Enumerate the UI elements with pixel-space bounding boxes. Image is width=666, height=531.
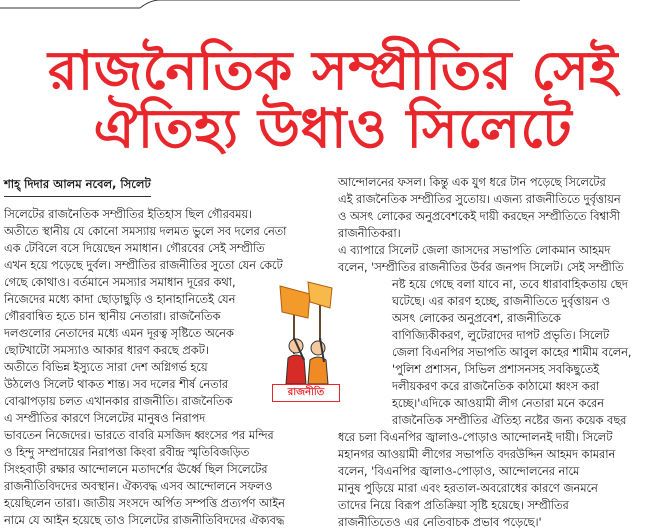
text-line: এক টেবিলে বসে দিয়েছেন সমাধান। গৌরবের সেই সম্প্রীতি	[4, 242, 265, 255]
text-line: গেছে কোথাও। বর্তমানে সমস্যার সমাধান দূরের কথা,	[4, 276, 236, 289]
text-line: অসৎ লোকের অনুপ্রবেশ, রাজনীতিকে	[392, 312, 561, 325]
text-line: 'পুলিশ প্রশাসন, সিভিল প্রশাসনসহ সবকিছুতেই	[392, 363, 600, 376]
text-line: এ সম্প্রীতির কারণে সিলেটের মানুষও নিরাপদ	[4, 412, 206, 425]
headline-line-1: রাজনৈতিক সম্প্রীতির সেই	[47, 39, 619, 102]
text-line: উঠলেও সিলেট থাকত শান্ত। সব দলের শীর্ষ নেতার	[4, 378, 229, 391]
headline-line-2: ঐতিহ্য উধাও সিলেটে	[93, 97, 573, 160]
text-line: ও অসৎ লোকের অনুপ্রবেশকেই দায়ী করছেন সম্প্রীতিতে বিশ্বাসী	[338, 210, 620, 223]
text-line: এই রাজনৈতিক সম্প্রীতির সুতোয়। এজন্য রাজনীতিতে দুর্বৃত্তায়ন	[338, 193, 621, 206]
text-line: এ ব্যাপারে সিলেট জেলা জাসদের সভাপতি লোকমান আহমদ	[338, 244, 611, 257]
text-line: নিজেদের মধ্যে কাদা ছোড়াছুড়ি ও হানাহানিতেই যেন	[4, 293, 236, 306]
text-line: বাণিজ্যিকীকরণ, লুটেরাদের দাপট প্রভৃতি। সিলেট	[392, 329, 610, 342]
text-line: ধরে চলা বিএনপির জ্বালাও-পোড়াও আন্দোলনই দায়ী। সিলেট	[338, 431, 613, 444]
text-line: দলগুলোর নেতাদের মধ্যে এমন দূরত্ব সৃষ্টিতে অনেক	[4, 327, 234, 340]
text-line: সিংহবাড়ী রক্ষার আন্দোলনে মতাদর্শের ঊর্ধ্বে ছিল সিলেটের	[4, 463, 268, 476]
text-line: দলীয়করণ করে রাজনৈতিক কাঠামো ধ্বংস করা	[392, 380, 600, 393]
text-line: ঘটেছে। এর কারণ হচ্ছে, রাজনীতিতে দুর্বৃত্তায়ন ও	[392, 295, 611, 308]
text-line: ও হিন্দু সম্প্রদায়ের নিরাপত্তা কিংবা রবীন্দ্র স্মৃতিবিজড়িত	[4, 446, 250, 459]
text-line: বলেন, 'বিএনপির জ্বালাও-পোড়াও, আন্দোলনের নামে	[338, 465, 580, 478]
text-line: গৌরবান্বিত হতে চান স্থানীয় নেতারা। রাজনৈতিক	[4, 310, 221, 323]
text-line: রাজনৈতিক সম্প্রীতির ঐতিহ্য নষ্টের জন্য কয়েক বছর	[392, 414, 627, 427]
text-line: ভাবতেন নিজেদের। ভারতে বাবরি মসজিদ ধ্বংসের পর মন্দির	[4, 429, 274, 442]
article-right-column	[338, 174, 660, 531]
text-line: জেলা বিএনপির সভাপতি আবুল কাহের শামীম বলেন,	[392, 346, 632, 359]
text-line: রাজনীতিকরা।	[338, 227, 401, 240]
text-line: বলেন, 'সম্প্রীতির রাজনীতির উর্বর জনপদ সিলেট। সেই সম্প্রীতি	[338, 261, 624, 274]
page-top-rule	[0, 0, 666, 14]
text-line: হচ্ছে।'এদিকে আওয়ামী লীগ নেতারা মনে করেন	[392, 397, 604, 410]
text-line: নামে যে আইন হয়েছে তাও সিলেটের রাজনীতিবিদদের ঐক্যবদ্ধ	[4, 514, 285, 527]
text-line: নষ্ট হয়ে গেছে বলা যাবে না, তবে ধারাবাহিকতায় ছেদ	[392, 278, 628, 291]
text-line: রাজনীতিবিদদের অবস্থান। ঐক্যবদ্ধ এসব আন্দোলনে সফলও	[4, 480, 273, 493]
text-line: অতীতে স্থানীয় যে কোনো সমস্যায় দলমত ভুলে সব দলের নেতা	[4, 225, 287, 238]
text-line: আন্দোলনের ফসল। কিন্তু এক যুগ ধরে টান পড়েছে সিলেটের	[338, 176, 606, 189]
text-line: বোঝাপড়ায় চলত এখানকার রাজনীতি। রাজনৈতিক	[4, 395, 233, 408]
text-line: রাজনীতিতেও এর নেতিবাচক প্রভাব পড়েছে।'	[338, 516, 542, 529]
text-line: মানুষ পুড়িয়ে মারা এবং হরতাল-অবরোধের কারণে জনমনে	[338, 482, 598, 495]
text-line: ছোটখাটো সমস্যাও আকার ধারণ করছে প্রকট।	[4, 344, 209, 357]
byline: শাহ্ দিদার আলম নবেল, সিলেট	[4, 176, 151, 197]
text-line: সিলেটের রাজনৈতিক সম্প্রীতির ইতিহাস ছিল গৌরবময়।	[4, 208, 253, 221]
text-line: হয়েছিলেন তারা। জাতীয় সংসদে অর্পিত সম্পত্তি প্রত্যর্পণ আইন	[4, 497, 285, 510]
text-line: অতীতে বিভিন্ন ইস্যুতে সারা দেশ অগ্নিগর্ভ হয়ে	[4, 361, 208, 374]
text-line: এখন হয়ে পড়েছে দুর্বল। সম্প্রীতির রাজনীতির সুতো যেন কেটে	[4, 259, 283, 272]
text-line: তাদের নিয়ে বিরূপ প্রতিক্রিয়া সৃষ্টি হয়েছে। সম্প্রীতির	[338, 499, 569, 512]
text-line: মহানগর আওয়ামী লীগের সভাপতি বদরউদ্দিন আহমদ কামরান	[338, 448, 616, 461]
section-tag-rajniti: রাজনীতি	[272, 384, 340, 402]
